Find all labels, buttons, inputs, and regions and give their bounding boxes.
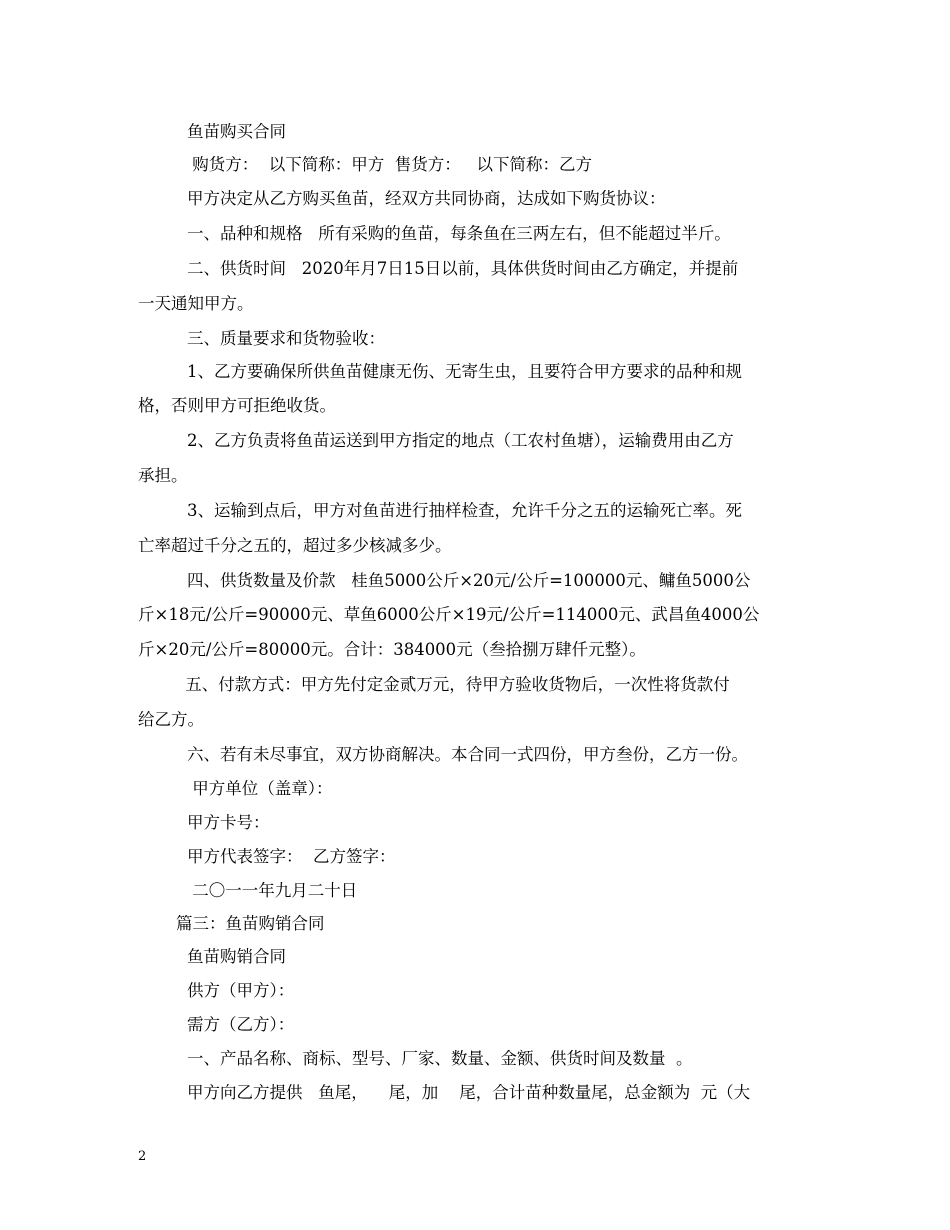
- intro-paragraph: 甲方决定从乙方购买鱼苗，经双方共同协商，达成如下购货协议：: [187, 189, 666, 208]
- contract-date: 二〇一一年九月二十日: [187, 881, 358, 900]
- clause-3-item-3-cont: 亡率超过千分之五的，超过多少核减多少。: [138, 536, 452, 555]
- clause-3-item-1: 1、乙方要确保所供鱼苗健康无伤、无寄生虫，且要符合甲方要求的品种和规: [187, 362, 742, 381]
- clause-4-cont-1: 斤×18元/公斤=90000元、草鱼6000公斤×19元/公斤=114000元、武昌鱼4000公: [138, 605, 760, 624]
- parties-line: 购货方： 以下简称：甲方 售货方： 以下简称：乙方: [187, 155, 592, 174]
- supplier-party-a: 供方（甲方）：: [187, 981, 295, 1000]
- clause-4-cont-2: 斤×20元/公斤=80000元。合计：384000元（叁拾捌万肆仟元整）。: [138, 640, 646, 659]
- clause-3-item-3: 3、运输到点后，甲方对鱼苗进行抽样检查，允许千分之五的运输死亡率。死: [187, 501, 742, 520]
- contract-title: 鱼苗购买合同: [187, 122, 286, 141]
- page-number: 2: [138, 1149, 147, 1164]
- product-clause-1: 一、产品名称、商标、型号、厂家、数量、金额、供货时间及数量 。: [187, 1049, 693, 1068]
- clause-4-quantity-price: 四、供货数量及价款 桂鱼5000公斤×20元/公斤=100000元、鳙鱼5000公: [187, 571, 751, 590]
- clause-5-payment: 五、付款方式：甲方先付定金贰万元，待甲方验收货物后，一次性将货款付: [180, 675, 730, 694]
- clause-3-item-1-cont: 格，否则甲方可拒绝收货。: [138, 396, 336, 415]
- clause-6-other: 六、若有未尽事宜，双方协商解决。本合同一式四份，甲方叁份，乙方一份。: [187, 745, 748, 764]
- product-supply-line: 甲方向乙方提供 鱼尾， 尾，加 尾，合计苗种数量尾，总金额为 元（大: [187, 1083, 751, 1102]
- clause-3-item-2: 2、乙方负责将鱼苗运送到甲方指定的地点（工农村鱼塘），运输费用由乙方: [187, 431, 734, 450]
- sales-contract-title: 鱼苗购销合同: [187, 947, 286, 966]
- clause-3-item-2-cont: 承担。: [138, 466, 188, 485]
- buyer-party-b: 需方（乙方）：: [187, 1015, 295, 1034]
- clause-5-payment-cont: 给乙方。: [138, 710, 204, 729]
- signatures-line: 甲方代表签字： 乙方签字：: [187, 847, 396, 866]
- section-3-heading: 篇三：鱼苗购销合同: [176, 914, 325, 933]
- clause-2-supply-time-cont: 一天通知甲方。: [138, 294, 254, 313]
- party-a-card-number: 甲方卡号：: [187, 813, 270, 832]
- clause-3-quality: 三、质量要求和货物验收：: [187, 329, 385, 348]
- clause-2-supply-time: 二、供货时间 2020年月7日15日以前，具体供货时间由乙方确定，并提前: [187, 259, 739, 278]
- party-a-unit-seal: 甲方单位（盖章）：: [187, 779, 333, 798]
- clause-1-variety: 一、品种和规格 所有采购的鱼苗，每条鱼在三两左右，但不能超过半斤。: [187, 224, 731, 243]
